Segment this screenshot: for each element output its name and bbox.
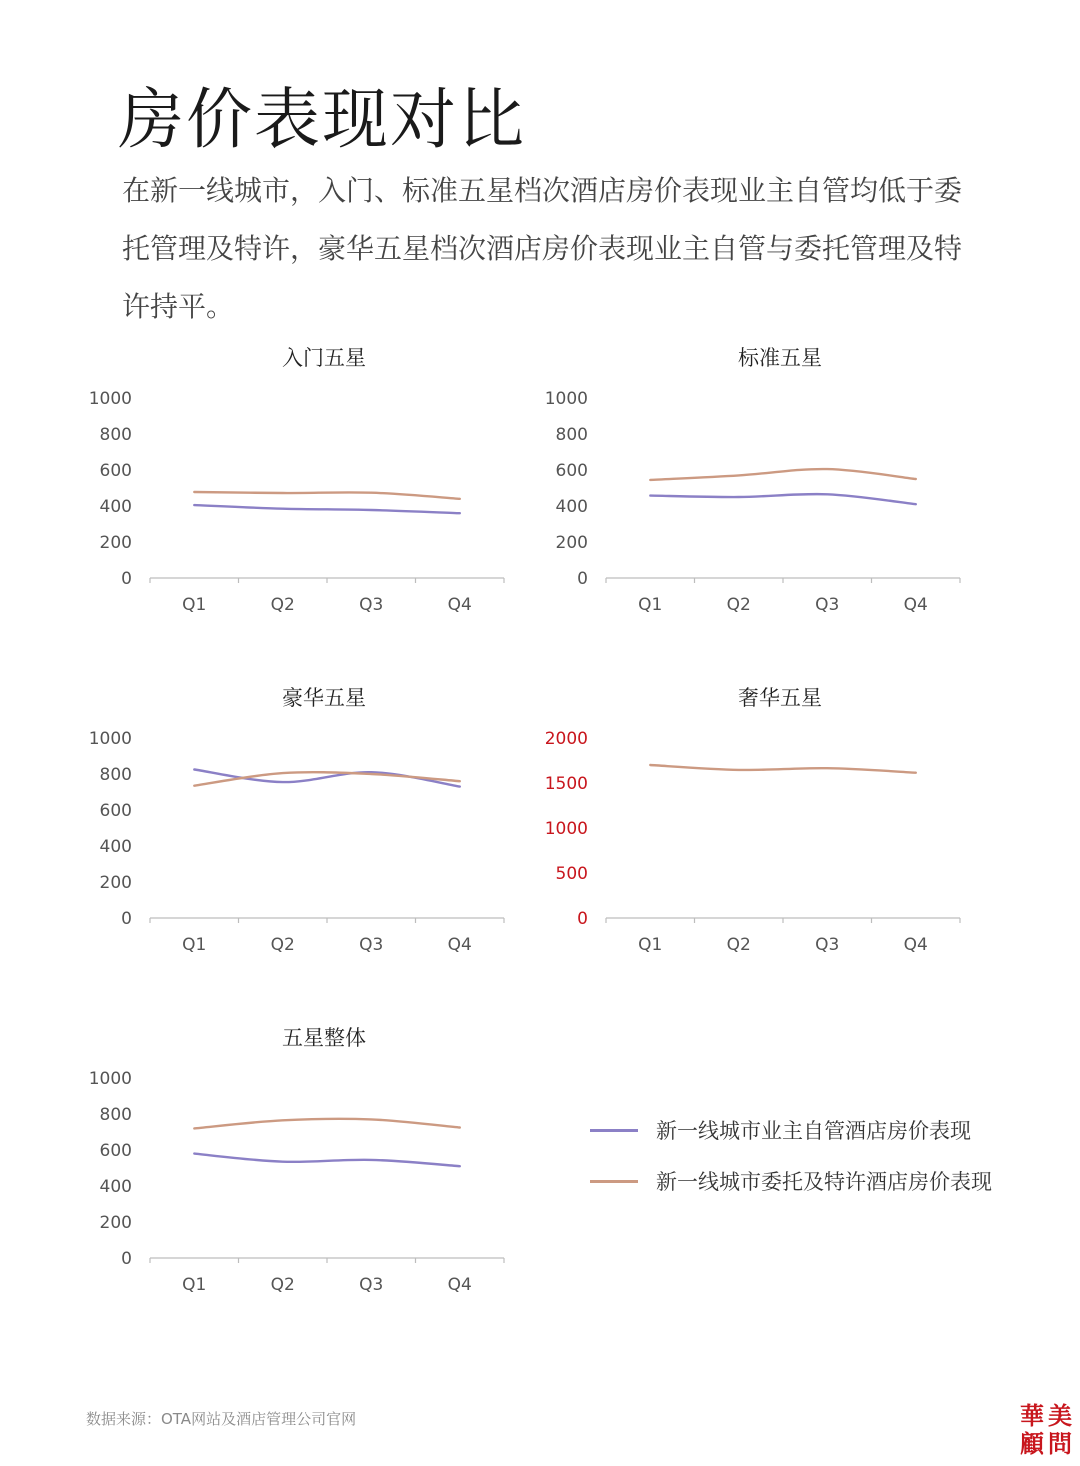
y-tick-label: 1000 — [544, 819, 588, 839]
x-tick-label: Q4 — [447, 1275, 472, 1295]
legend-item-self-managed — [590, 1110, 992, 1150]
page-description: 在新一线城市，入门、标准五星档次酒店房价表现业主自管均低于委托管理及特许，豪华五星档次酒店房价表现业主自管与委托管理及特许持平。 — [122, 174, 963, 323]
chart-title: 豪华五星 — [282, 686, 366, 710]
x-tick-label: Q2 — [726, 595, 751, 615]
seal-char: 美 — [1048, 1401, 1072, 1430]
x-tick-label: Q2 — [270, 935, 295, 955]
seal-char: 顧 — [1020, 1429, 1044, 1458]
legend-item-managed-franchise — [590, 1161, 992, 1201]
series-line-managed-franchise — [194, 492, 460, 499]
chart-title: 标准五星 — [738, 346, 822, 370]
chart-entry-five-star — [80, 335, 520, 625]
y-tick-label: 1000 — [88, 389, 132, 409]
y-tick-label: 400 — [555, 497, 588, 517]
chart-title: 五星整体 — [282, 1026, 366, 1050]
page-title: 房价表现对比 — [118, 81, 526, 158]
x-tick-label: Q4 — [903, 935, 928, 955]
brand-seal-logo — [1018, 1402, 1074, 1458]
y-tick-label: 600 — [99, 801, 132, 821]
legend-swatch-self-managed — [590, 1129, 638, 1132]
y-tick-label: 1500 — [544, 774, 588, 794]
chart-legend — [590, 1110, 992, 1212]
y-tick-label: 600 — [99, 461, 132, 481]
y-tick-label: 1000 — [88, 729, 132, 749]
x-tick-label: Q1 — [638, 935, 663, 955]
x-tick-label: Q1 — [182, 1275, 207, 1295]
y-tick-label: 200 — [99, 1213, 132, 1233]
y-tick-label: 800 — [99, 1105, 132, 1125]
chart-standard-five-star — [536, 335, 976, 625]
x-tick-label: Q3 — [359, 595, 384, 615]
series-line-managed-franchise — [194, 1119, 460, 1129]
seal-char: 問 — [1048, 1429, 1072, 1458]
y-tick-label: 0 — [121, 909, 132, 929]
x-tick-label: Q1 — [182, 935, 207, 955]
legend-label-managed-franchise: 新一线城市委托及特许酒店房价表现 — [656, 1170, 992, 1194]
x-tick-label: Q1 — [182, 595, 207, 615]
y-tick-label: 0 — [121, 569, 132, 589]
x-tick-label: Q2 — [726, 935, 751, 955]
y-tick-label: 0 — [577, 909, 588, 929]
y-tick-label: 800 — [99, 425, 132, 445]
x-tick-label: Q3 — [815, 595, 840, 615]
chart-title: 奢华五星 — [738, 686, 822, 710]
y-tick-label: 500 — [555, 864, 588, 884]
x-tick-label: Q4 — [903, 595, 928, 615]
legend-swatch-managed-franchise — [590, 1180, 638, 1183]
x-tick-label: Q2 — [270, 1275, 295, 1295]
y-tick-label: 600 — [99, 1141, 132, 1161]
y-tick-label: 200 — [99, 873, 132, 893]
y-tick-label: 600 — [555, 461, 588, 481]
x-tick-label: Q3 — [359, 935, 384, 955]
x-tick-label: Q2 — [270, 595, 295, 615]
series-line-self-managed — [650, 494, 916, 504]
y-tick-label: 400 — [99, 837, 132, 857]
y-tick-label: 800 — [555, 425, 588, 445]
y-tick-label: 0 — [577, 569, 588, 589]
series-line-managed-franchise — [650, 469, 916, 480]
y-tick-label: 0 — [121, 1249, 132, 1269]
legend-label-self-managed: 新一线城市业主自管酒店房价表现 — [656, 1119, 971, 1143]
series-line-managed-franchise — [650, 765, 916, 773]
y-tick-label: 400 — [99, 497, 132, 517]
data-source-note: 数据来源：OTA网站及酒店管理公司官网 — [86, 1410, 357, 1428]
y-tick-label: 200 — [99, 533, 132, 553]
y-tick-label: 400 — [99, 1177, 132, 1197]
y-tick-label: 800 — [99, 765, 132, 785]
chart-title: 入门五星 — [282, 346, 366, 370]
x-tick-label: Q4 — [447, 935, 472, 955]
y-tick-label: 200 — [555, 533, 588, 553]
chart-luxury-five-star — [80, 675, 520, 965]
x-tick-label: Q4 — [447, 595, 472, 615]
series-line-self-managed — [194, 505, 460, 513]
series-line-self-managed — [194, 1154, 460, 1167]
chart-premium-luxury-five-star — [536, 675, 976, 965]
y-tick-label: 1000 — [544, 389, 588, 409]
x-tick-label: Q3 — [815, 935, 840, 955]
x-tick-label: Q1 — [638, 595, 663, 615]
x-tick-label: Q3 — [359, 1275, 384, 1295]
y-tick-label: 2000 — [544, 729, 588, 749]
seal-char: 華 — [1020, 1401, 1044, 1430]
chart-five-star-overall — [80, 1015, 520, 1305]
y-tick-label: 1000 — [88, 1069, 132, 1089]
